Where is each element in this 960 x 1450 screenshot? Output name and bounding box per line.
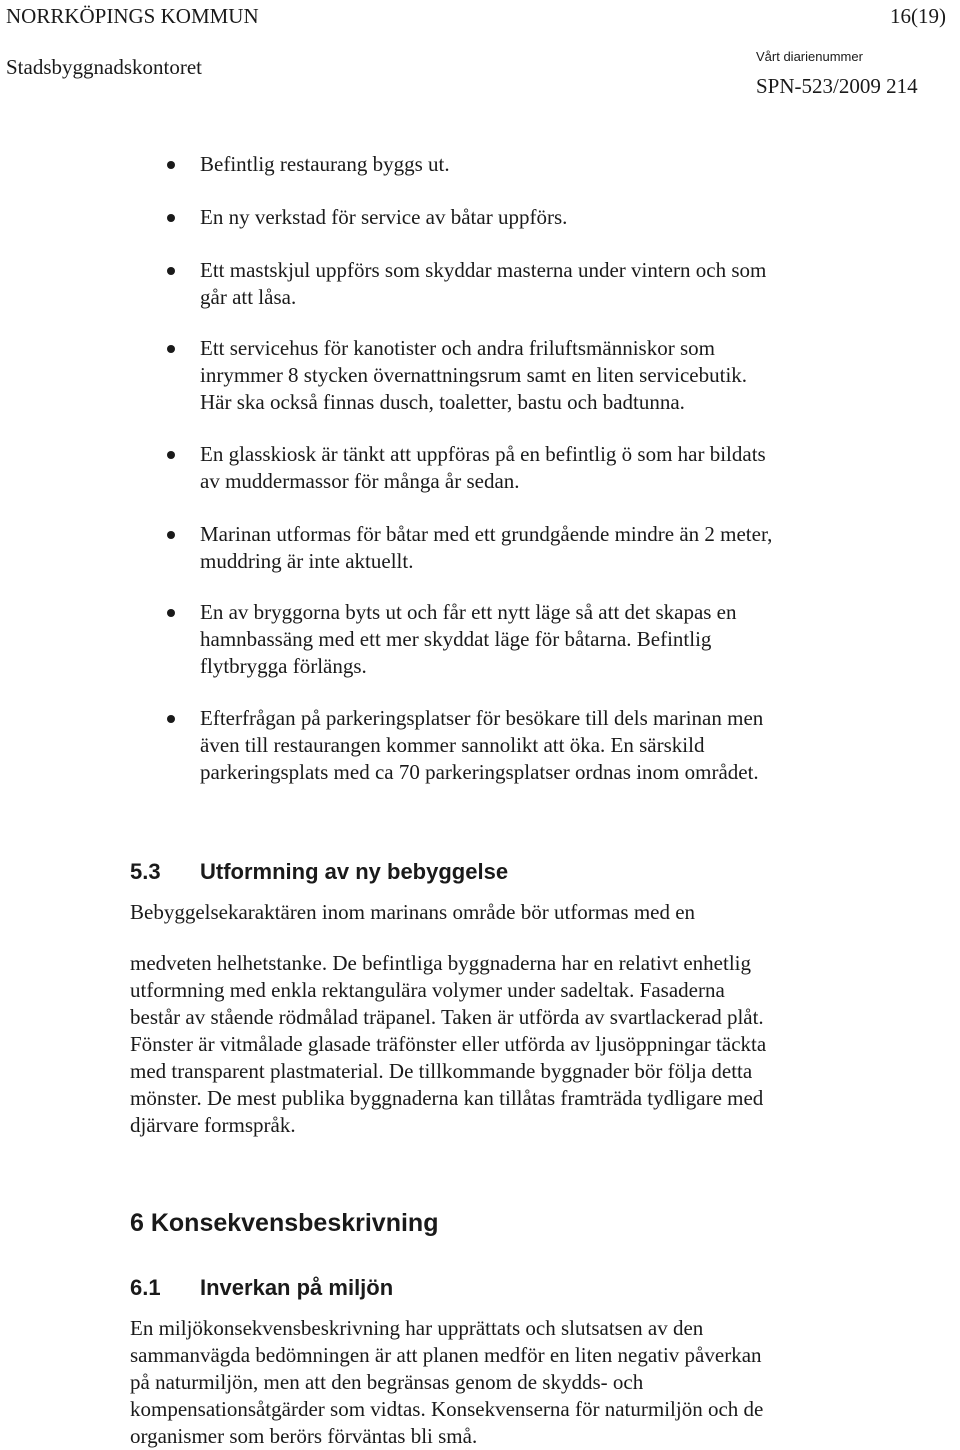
bullet-text: muddring är inte aktuellt. bbox=[200, 549, 414, 573]
bullet-text: inrymmer 8 stycken övernattningsrum samt en liten servicebutik. bbox=[200, 363, 748, 387]
bullet-text: Ett mastskjul uppförs som skyddar masterna under vintern och som bbox=[200, 258, 767, 282]
paragraph-line: mönster. De mest publika byggnaderna kan tillåtas framträda tydligare med bbox=[130, 1086, 764, 1110]
bullet-text: går att låsa. bbox=[200, 285, 297, 309]
bullet-dot bbox=[167, 715, 175, 723]
paragraph-line: medveten helhetstanke. De befintliga byggnaderna har en relativt enhetlig bbox=[130, 951, 752, 975]
paragraph-line: djärvare formspråk. bbox=[130, 1113, 296, 1137]
page-number: 16(19) bbox=[890, 4, 946, 28]
bullet-dot bbox=[167, 345, 175, 353]
paragraph-line: Fönster är vitmålade glasade träfönster eller utförda av ljusöppningar täckta bbox=[130, 1032, 767, 1056]
section-number: 6.1 bbox=[130, 1275, 161, 1300]
bullet-dot bbox=[167, 267, 175, 275]
bullet-text: En av bryggorna byts ut och får ett nytt läge så att det skapas en bbox=[200, 600, 737, 624]
bullet-text: parkeringsplats med ca 70 parkeringsplatser ordnas inom området. bbox=[200, 760, 759, 784]
paragraph-line: med transparent plastmaterial. De tillkommande byggnader bör följa detta bbox=[130, 1059, 753, 1083]
section-title: Utformning av ny bebyggelse bbox=[200, 859, 509, 884]
department: Stadsbyggnadskontoret bbox=[6, 55, 202, 79]
bullet-dot bbox=[167, 451, 175, 459]
bullet-text: Efterfrågan på parkeringsplatser för besökare till dels marinan men bbox=[200, 706, 764, 730]
bullet-dot bbox=[167, 609, 175, 617]
reference-number: SPN-523/2009 214 bbox=[756, 74, 918, 98]
bullet-dot bbox=[167, 161, 175, 169]
bullet-dot bbox=[167, 531, 175, 539]
org-name: NORRKÖPINGS KOMMUN bbox=[6, 4, 259, 28]
paragraph-line: består av stående rödmålad träpanel. Taken är utförda av svartlackerad plåt. bbox=[130, 1005, 764, 1029]
section-title: Inverkan på miljön bbox=[200, 1275, 394, 1300]
bullet-text: Ett servicehus för kanotister och andra friluftsmänniskor som bbox=[200, 336, 715, 360]
paragraph-line: organismer som berörs förväntas bli små. bbox=[130, 1424, 478, 1448]
chapter-title: 6 Konsekvensbeskrivning bbox=[130, 1209, 439, 1237]
paragraph-line: sammanvägda bedömningen är att planen medför en liten negativ påverkan bbox=[130, 1343, 762, 1367]
bullet-text: En glasskiosk är tänkt att uppföras på en befintlig ö som har bildats bbox=[200, 442, 766, 466]
bullet-text: En ny verkstad för service av båtar uppförs. bbox=[200, 205, 568, 229]
section-number: 5.3 bbox=[130, 859, 161, 884]
reference-label: Vårt diarienummer bbox=[756, 49, 863, 64]
bullet-text: Marinan utformas för båtar med ett grundgående mindre än 2 meter, bbox=[200, 522, 773, 546]
paragraph-line: utformning med enkla rektangulära volymer under sadeltak. Fasaderna bbox=[130, 978, 725, 1002]
paragraph-line: kompensationsåtgärder som vidtas. Konsekvenserna för naturmiljön och de bbox=[130, 1397, 764, 1421]
bullet-text: Befintlig restaurang byggs ut. bbox=[200, 152, 450, 176]
bullet-text: Här ska också finnas dusch, toaletter, bastu och badtunna. bbox=[200, 390, 685, 414]
paragraph-line: Bebyggelsekaraktären inom marinans område bör utformas med en bbox=[130, 900, 696, 924]
bullet-text: hamnbassäng med ett mer skyddat läge för båtarna. Befintlig bbox=[200, 627, 712, 651]
paragraph-line: på naturmiljön, men att den begränsas genom de skydds- och bbox=[130, 1370, 644, 1394]
bullet-text: även till restaurangen kommer sannolikt att öka. En särskild bbox=[200, 733, 705, 757]
bullet-text: flytbrygga förlängs. bbox=[200, 654, 367, 678]
bullet-dot bbox=[167, 214, 175, 222]
bullet-text: av muddermassor för många år sedan. bbox=[200, 469, 520, 493]
paragraph-line: En miljökonsekvensbeskrivning har upprättats och slutsatsen av den bbox=[130, 1316, 704, 1340]
